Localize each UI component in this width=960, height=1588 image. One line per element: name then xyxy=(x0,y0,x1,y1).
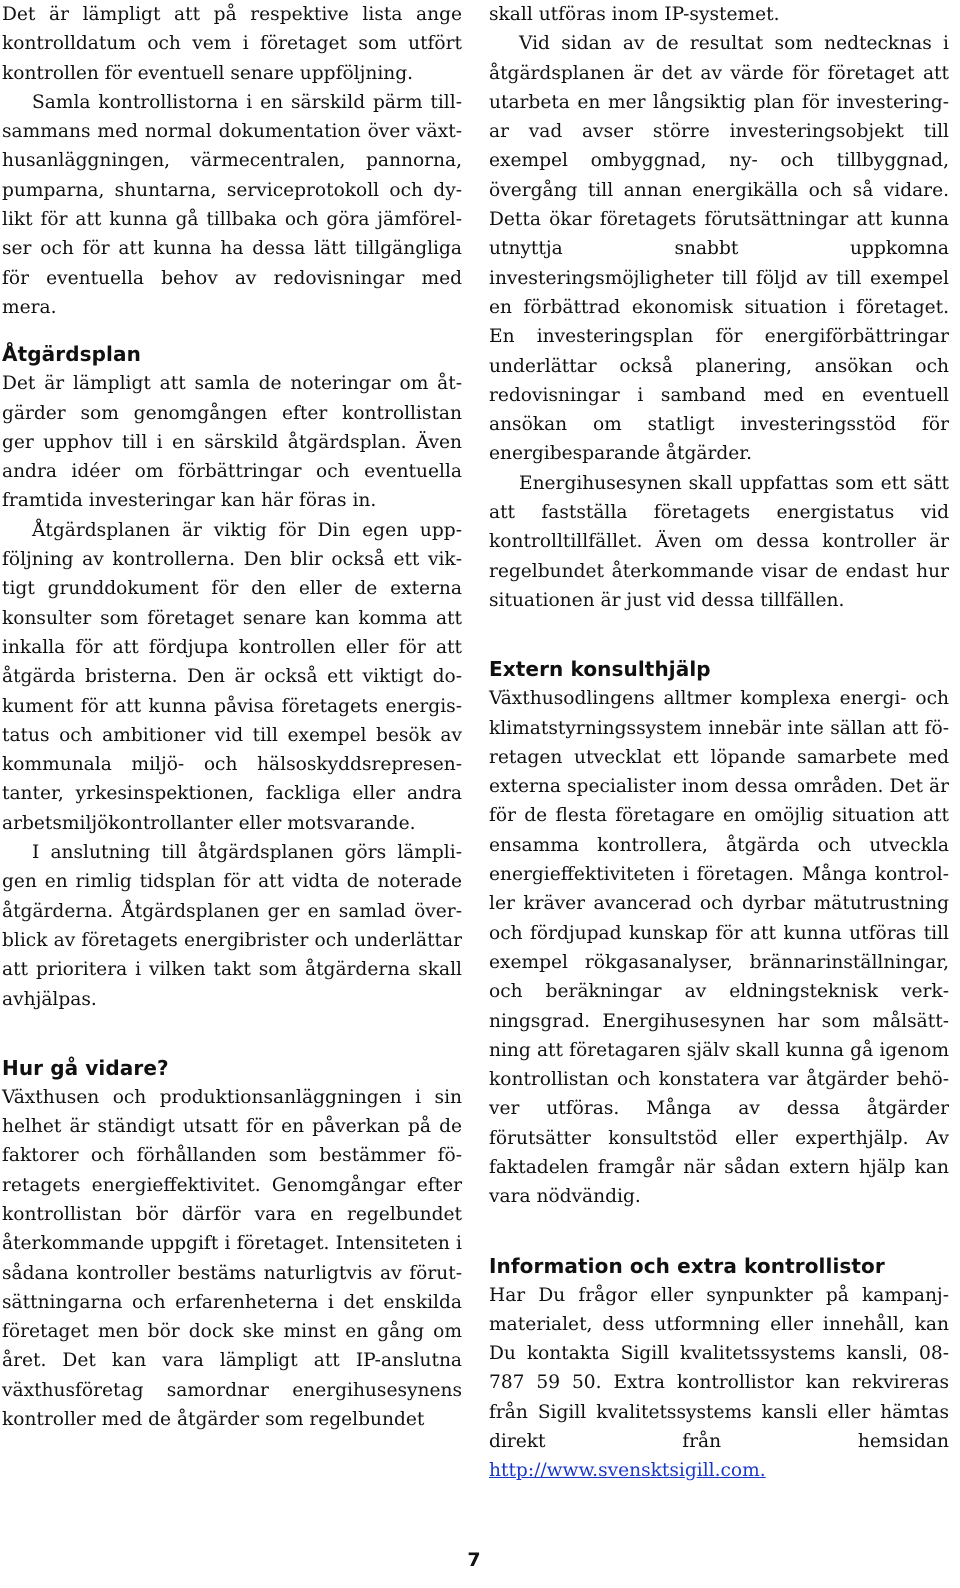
paragraph: Samla kontrollistorna i en särskild pärm tillsammans med normal dokumentation över växthusanläggningen, värmecentralen, pannorna, pumparna, shuntarna, serviceprotokoll och dylikt för att kunna gå tillbaka och göra jämförelser och för att kunna ha dessa lätt tillgängliga för eventuella behov av redovisningar med mera. xyxy=(2,91,462,318)
contact-text: Har Du frågor eller synpunkter på kampanjmaterialet, dess utformning eller innehåll, kan Du kontakta Sigill kvalitetssystems kansli, 08-787 59 50. Extra kontrollistor kan rekvireras från Sigill kvalitetssystems kansli eller hämtas direkt från hemsidan xyxy=(489,1284,949,1453)
page-number: 7 xyxy=(467,1549,481,1571)
paragraph: Åtgärdsplanen är viktig för Din egen uppföljning av kontrollerna. Den blir också ett viktigt grunddokument för den eller de externa konsulter som företaget senare kan komma att inkalla för att fördjupa kontrollen eller för att åtgärda bristerna. Den är också ett viktigt dokument för att kunna påvisa företagets energistatus och ambitioner vid till exempel besök av kommunala miljö- och hälsoskyddsrepresentanter, yrkesinspektionen, fackliga eller andra arbetsmiljökontrollanter eller motsvarande. xyxy=(2,519,462,834)
section-heading-information: Information och extra kontrollistor xyxy=(489,1253,885,1278)
section-heading-extern-konsulthjalp: Extern konsulthjälp xyxy=(489,657,711,682)
paragraph: Växthusodlingens alltmer komplexa energi- och klimatstyrningssystem innebär inte sällan att företagen utvecklat ett löpande samarbete med externa specialister inom dessa områden. Det är för de flesta företagare en omöjlig situation att ensamma kontrollera, åtgärda och utveckla energieffektiviteten i företagen. Många kontroller kräver avancerad och dyrbar mätutrustning och fördjupad kunskap för att kunna utföras till exempel rökgasanalyser, brännarinställningar, och beräkningar av eldningsteknisk verkningsgrad. Energihusesynen har som målsättning att företagaren själv skall kunna gå igenom kontrollistan och konstatera var åtgärder behöver utföras. Många av dessa åtgärder förutsätter konsultstöd eller experthjälp. Av faktadelen framgår när sådan extern hjälp kan vara nödvändig. xyxy=(489,688,949,1208)
paragraph: Det är lämpligt att på respektive lista ange kontrolldatum och vem i företaget som utfört kontrollen för eventuell senare uppföljning. xyxy=(2,4,462,84)
section-heading-hur-ga-vidare: Hur gå vidare? xyxy=(2,1055,169,1080)
paragraph: I anslutning till åtgärdsplanen görs lämpligen en rimlig tidsplan för att vidta de noterade åtgärderna. Åtgärdsplanen ger en samlad överblick av företagets energibrister och underlättar att prioritera i vilken takt som åtgärderna skall avhjälpas. xyxy=(2,842,462,1010)
paragraph: Energihusesynen skall uppfattas som ett sätt att fastställa företagets energistatus vid kontrolltillfället. Även om dessa kontroller är regelbundet återkommande visar de endast hur situationen är just vid dessa tillfällen. xyxy=(489,472,949,611)
right-column xyxy=(489,0,949,1486)
paragraph: Det är lämpligt att samla de noteringar om åtgärder som genomgången efter kontrollistan ger upphov till i en särskild åtgärdsplan. Även andra idéer om förbättringar och eventuella framtida investeringar kan här föras in. xyxy=(2,373,462,512)
website-link[interactable]: http://www.svensktsigill.com. xyxy=(489,1460,766,1482)
paragraph: Växthusen och produktionsanläggningen i sin helhet är ständigt utsatt för en påverkan på de faktorer och förhållanden som bestämmer företagets energieffektivitet. Genomgångar efter kontrollistan bör därför vara en regelbundet återkommande uppgift i företaget. Intensiteten i sådana kontroller bestäms naturligtvis av förutsättningarna och erfarenheterna i det enskilda företaget men bör dock ske minst en gång om året. Det kan vara lämpligt att IP-anslutna växthusföretag samordnar energihusesynens kontroller med de åtgärder som regelbundet xyxy=(2,1086,462,1431)
section-heading-atgardsplan: Åtgärdsplan xyxy=(2,342,141,367)
paragraph: Vid sidan av de resultat som nedtecknas i åtgärdsplanen är det av värde för företaget att utarbeta en mer långsiktig plan för investeringar vad avser större investeringsobjekt till exempel ombyggnad, ny- och tillbyggnad, övergång till annan energikälla och så vidare. Detta ökar företagets förutsättningar att kunna utnyttja snabbt uppkomna investeringsmöjligheter till följd av till exempel en förbättrad ekonomisk situation i företaget. En investeringsplan för energiförbättringar underlättar också planering, ansökan och redovisningar i samband med en eventuell ansökan om statligt investeringsstöd för energibesparande åtgärder. xyxy=(489,33,949,465)
left-column xyxy=(2,0,462,1434)
paragraph: skall utföras inom IP-systemet. xyxy=(489,4,780,25)
paragraph-contact xyxy=(489,1281,949,1486)
